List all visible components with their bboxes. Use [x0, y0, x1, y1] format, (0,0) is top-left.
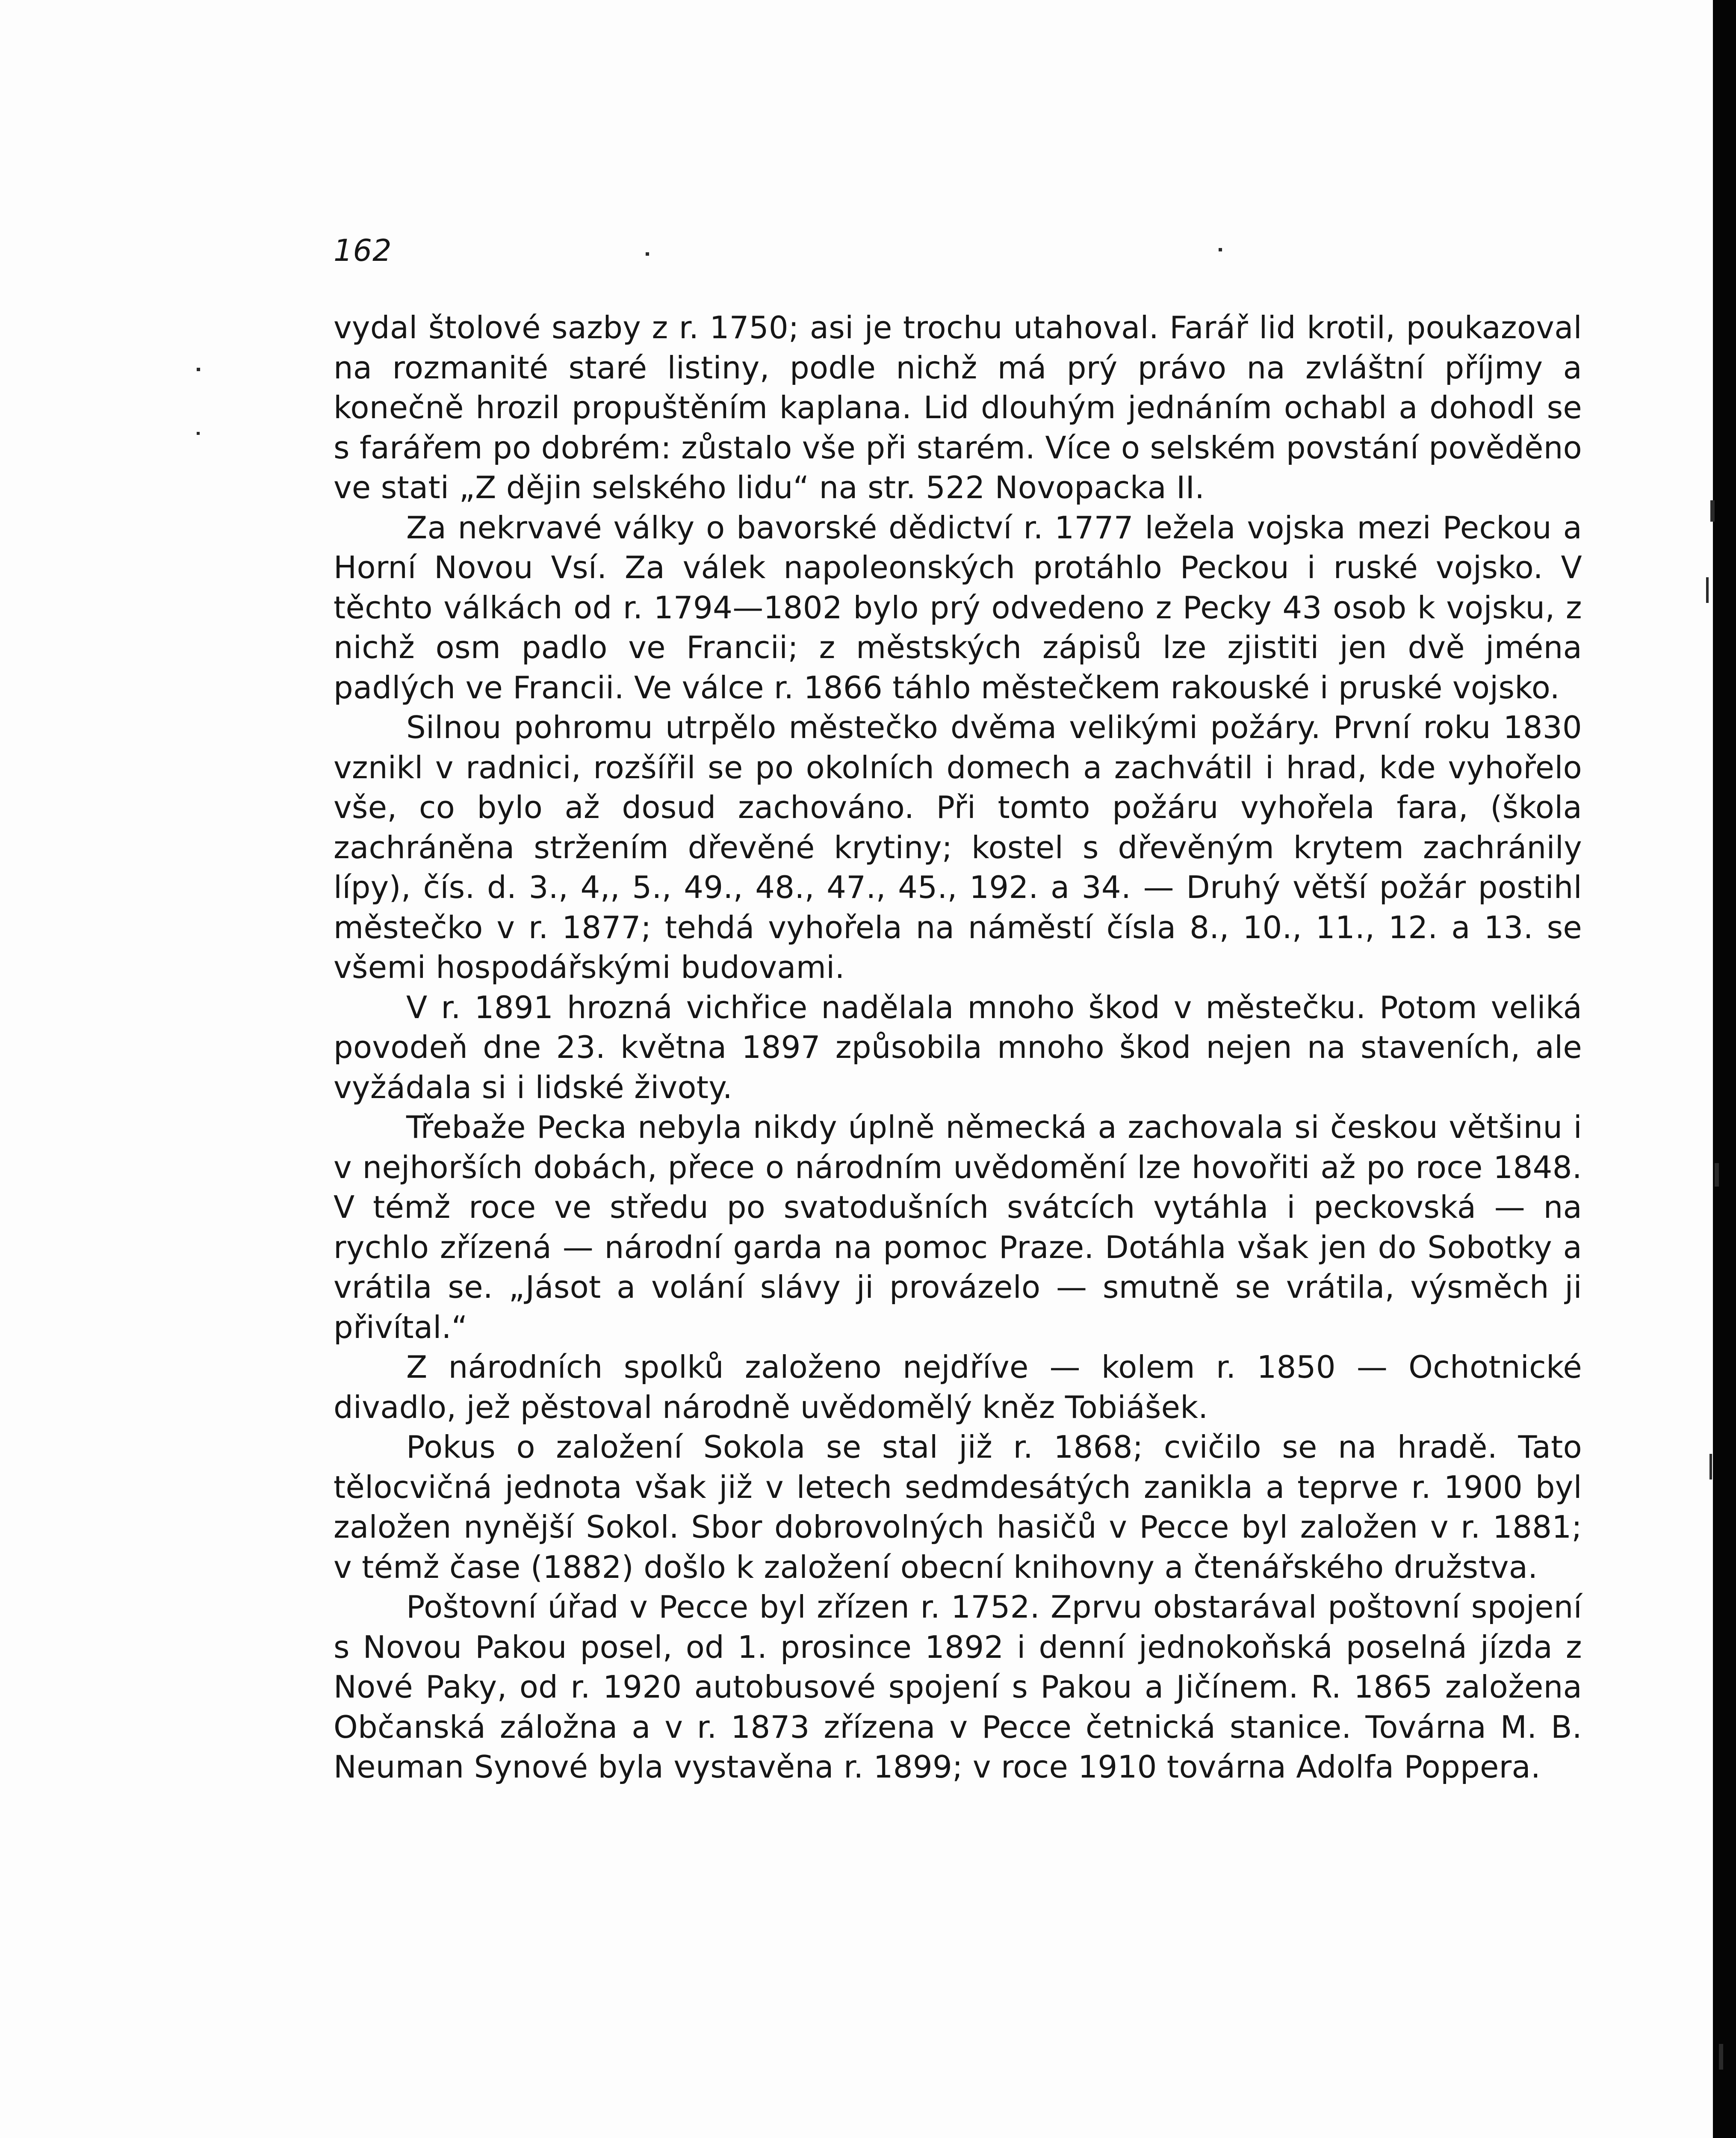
scan-speck — [197, 368, 200, 371]
paragraph: vydal štolové sazby z r. 1750; asi je trochu utahoval. Farář lid krotil, poukazoval na rozmanité staré listiny, podle nichž má prý právo na zvláštní příjmy a konečně hrozil propuštěním kaplana. Lid dlouhým jednáním ochabl a dohodl se s farářem po dobrém: zůstalo vše při starém. Více o selském povstání pověděno ve stati „Z dějin selského lidu“ na str. 522 Novopacka II. — [334, 310, 1582, 505]
body-text — [334, 308, 1582, 1787]
scan-edge-shadow — [1713, 0, 1736, 2138]
scan-speck — [1719, 2044, 1723, 2070]
scan-speck — [1710, 500, 1715, 522]
paragraph: Třebaže Pecka nebyla nikdy úplně německá a zachovala si českou většinu i v nejhorších dobách, přece o národním uvědomění lze hovořiti až po roce 1848. V témž roce ve středu po svatodušních svátcích vytáhla i peckovská — na rychlo zřízená — národní garda na pomoc Praze. Dotáhla však jen do Sobotky a vrátila se. „Jásot a volání slávy ji provázelo — smutně se vrátila, výsměch ji přivítal.“ — [334, 1109, 1582, 1345]
paragraph: Silnou pohromu utrpělo městečko dvěma velikými požáry. První roku 1830 vznikl v radnici, rozšířil se po okolních domech a zachvátil i hrad, kde vyhořelo vše, co bylo až dosud zachováno. Při tomto požáru vyhořela fara, (škola zachráněna stržením dřevěné krytiny; kostel s dřevěným krytem zachránily lípy), čís. d. 3., 4,, 5., 49., 48., 47., 45., 192. a 34. — Druhý větší požár postihl městečko v r. 1877; tehdá vyhořela na náměstí čísla 8., 10., 11., 12. a 13. se všemi hospodářskými budovami. — [334, 709, 1582, 985]
scan-speck — [197, 432, 200, 435]
scan-speck — [1715, 1163, 1719, 1187]
paragraph: Za nekrvavé války o bavorské dědictví r. 1777 ležela vojska mezi Peckou a Horní Novou Vsí. Za válek napoleonských protáhlo Peckou i ruské vojsko. V těchto válkách od r. 1794—1802 bylo prý odvedeno z Pecky 43 osob k vojsku, z nichž osm padlo ve Francii; z městských zápisů lze zjistiti jen dvě jména padlých ve Francii. Ve válce r. 1866 táhlo městečkem rakouské i pruské vojsko. — [334, 509, 1582, 706]
scan-speck — [1706, 577, 1709, 603]
page-number: 162 — [334, 233, 392, 268]
scan-speck — [1709, 1454, 1712, 1479]
paragraph: Pokus o založení Sokola se stal již r. 1868; cvičilo se na hradě. Tato tělocvičná jednota však již v letech sedmdesátých zanikla a teprve r. 1900 byl založen nynější Sokol. Sbor dobrovolných hasičů v Pecce byl založen v r. 1881; v témž čase (1882) došlo k založení obecní knihovny a čtenářského družstva. — [334, 1429, 1582, 1585]
paragraph: Z národních spolků založeno nejdříve — kolem r. 1850 — Ochotnické divadlo, jež pěstoval národně uvědomělý kněz Tobiášek. — [334, 1349, 1582, 1425]
paragraph: V r. 1891 hrozná vichřice nadělala mnoho škod v městečku. Potom veliká povodeň dne 23. května 1897 způsobila mnoho škod nejen na staveních, ale vyžádala si i lidské životy. — [334, 989, 1582, 1105]
paragraph: Poštovní úřad v Pecce byl zřízen r. 1752. Zprvu obstarával poštovní spojení s Novou Pakou posel, od 1. prosince 1892 i denní jednokoňská poselná jízda z Nové Paky, od r. 1920 autobusové spojení s Pakou a Jičínem. R. 1865 založena Občanská záložna a v r. 1873 zřízena v Pecce četnická stanice. Továrna M. B. Neuman Synové byla vystavěna r. 1899; v roce 1910 továrna Adolfa Poppera. — [334, 1589, 1582, 1785]
scan-speck — [646, 252, 649, 256]
scan-speck — [1219, 248, 1222, 251]
